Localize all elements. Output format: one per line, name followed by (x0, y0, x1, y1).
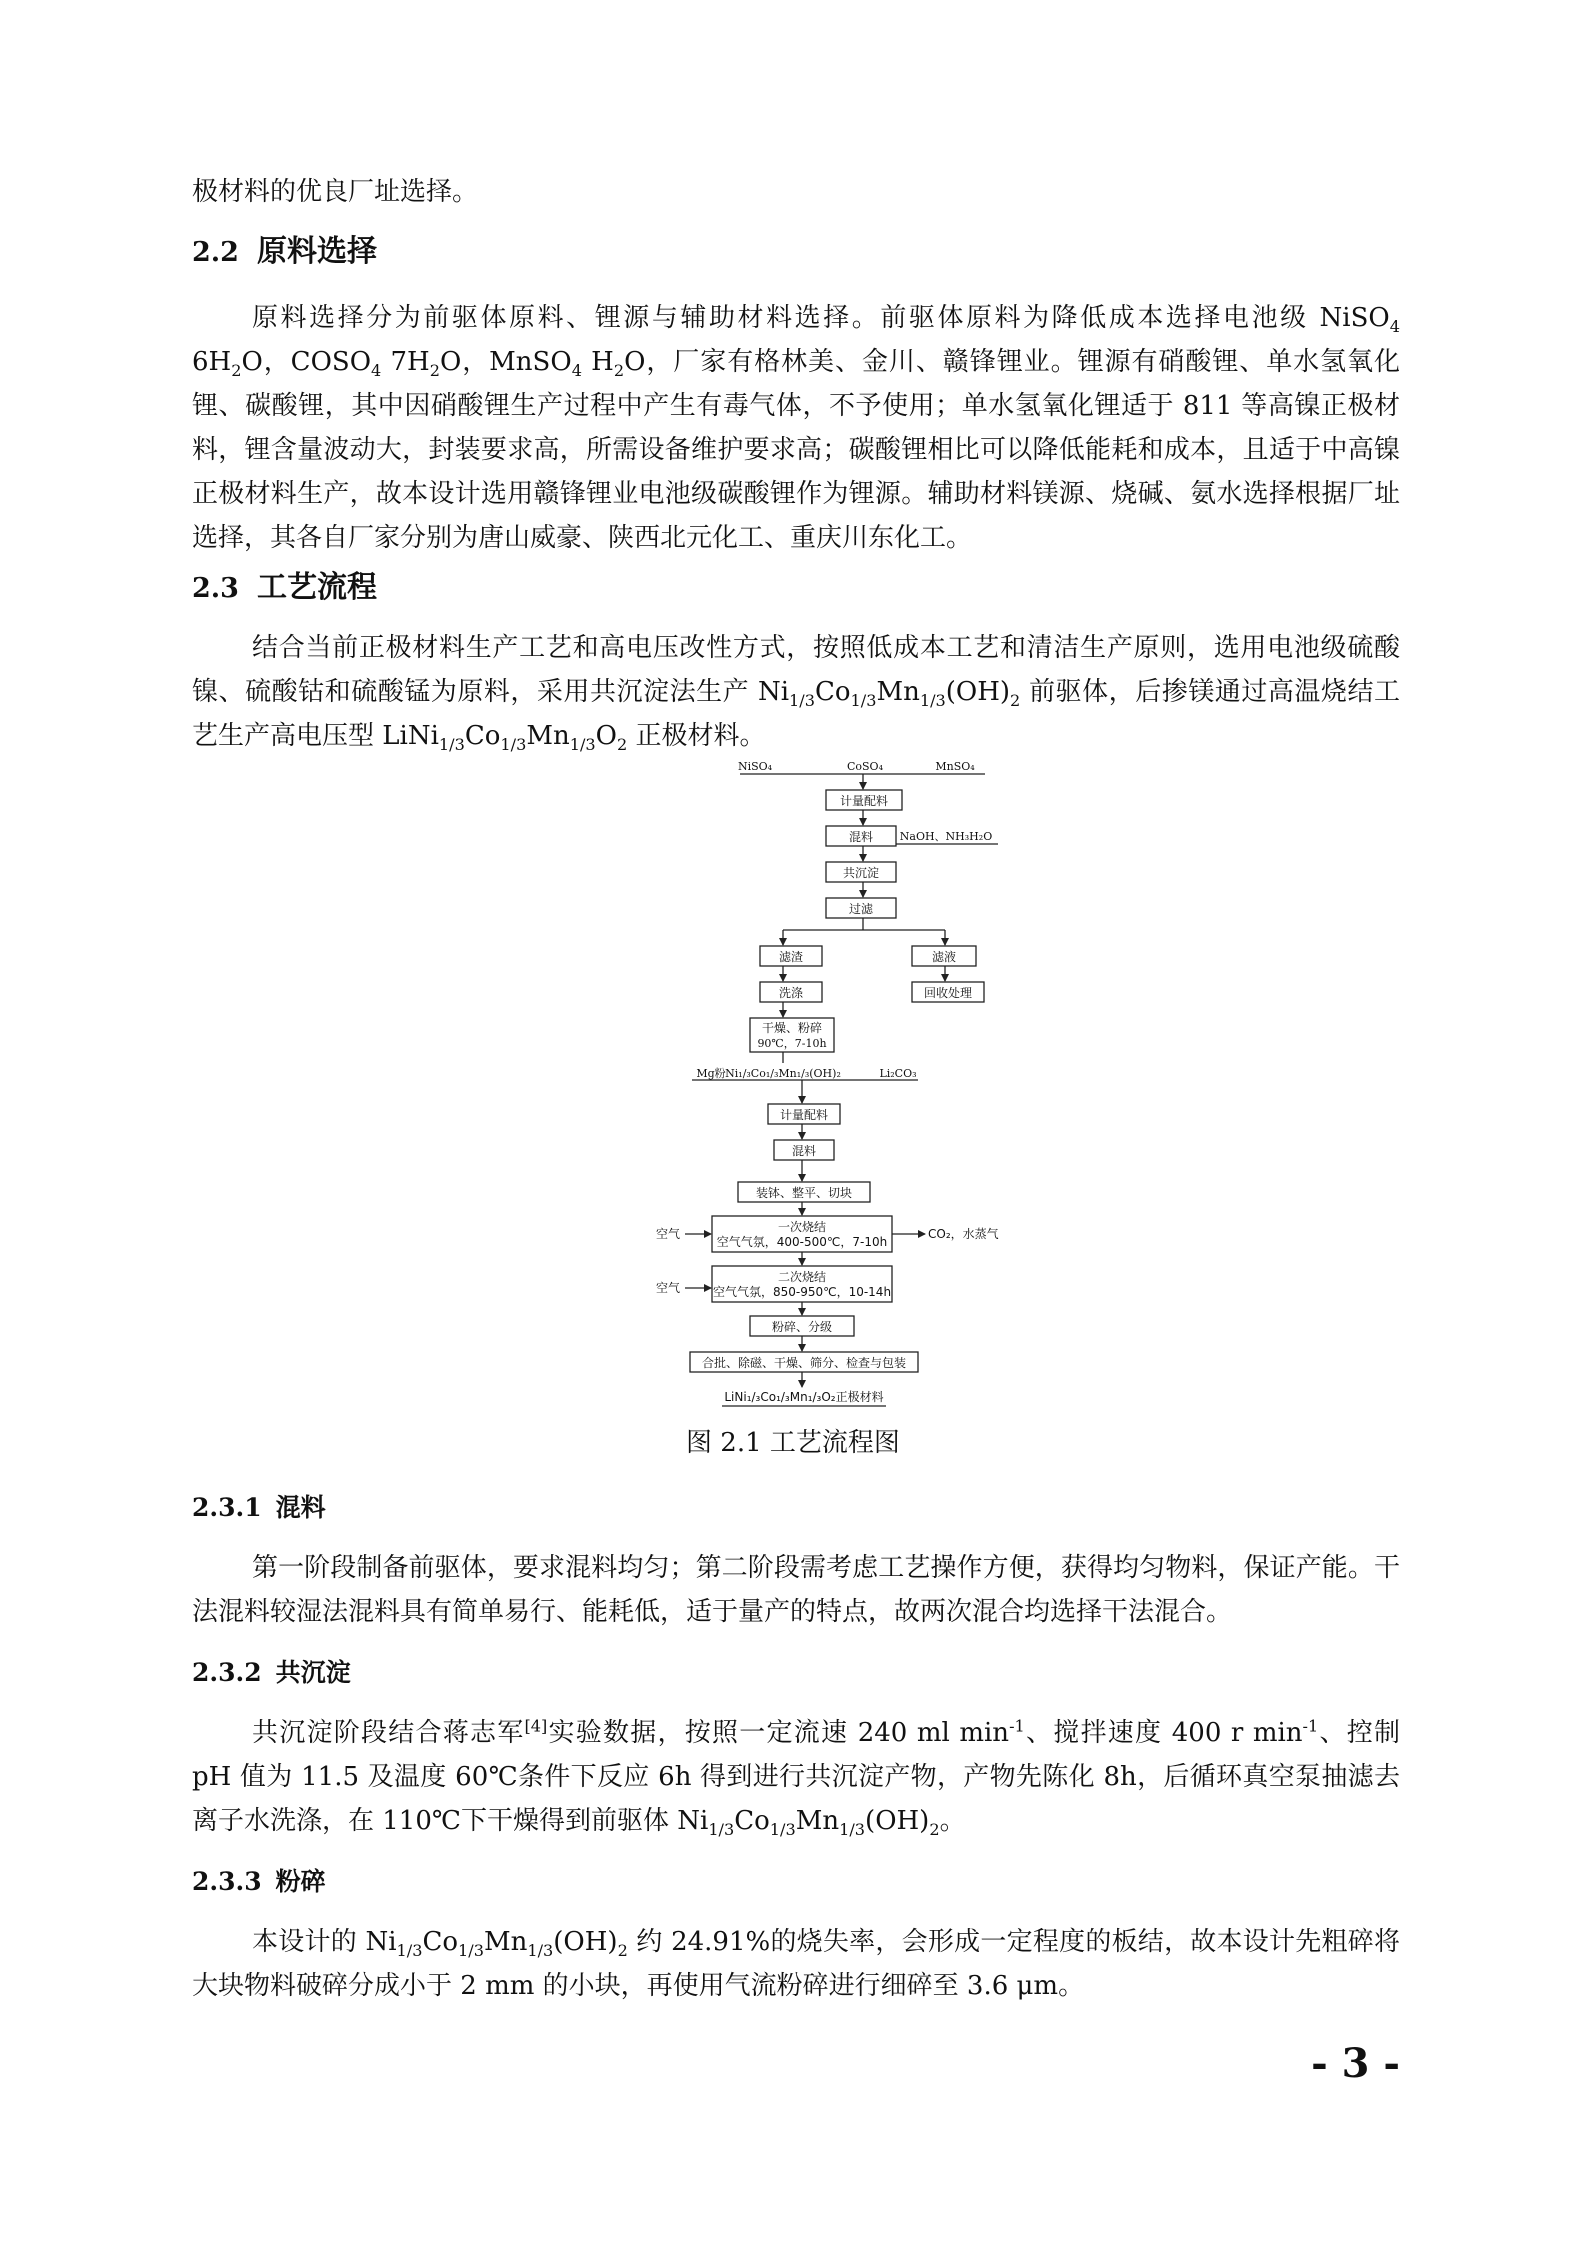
svg-text:共沉淀: 共沉淀 (842, 866, 880, 880)
section-number: 2.3.3 (192, 1867, 262, 1896)
figure-caption: 图 2.1 工艺流程图 (686, 1428, 900, 1458)
section-title: 共沉淀 (275, 1658, 351, 1687)
section-title: 原料选择 (256, 234, 377, 269)
section-2-3-1-heading (192, 1490, 326, 1526)
svg-text:90℃，7-10h: 90℃，7-10h (757, 1037, 827, 1050)
section-title: 工艺流程 (256, 570, 377, 605)
section-title: 粉碎 (275, 1867, 326, 1896)
input-coso4: CoSO₄ (846, 760, 884, 773)
svg-text:回收处理: 回收处理 (923, 986, 973, 1000)
paragraph-mixing: 第一阶段制备前驱体，要求混料均匀；第二阶段需考虑工艺操作方便，获得均匀物料，保证产能。干法混料较湿法混料具有简单易行、能耗低，适于量产的特点，故两次混合均选择干法混合。 (192, 1553, 1400, 1627)
top-line: 极材料的优良厂址选择。 (192, 177, 479, 207)
gas-out: CO₂，水蒸气 (928, 1227, 999, 1241)
paragraph-raw-materials: 原料选择分为前驱体原料、锂源与辅助材料选择。前驱体原料为降低成本选择电池级 NiSO$_4$ $6H_2O$，$COSO_4$ $7H_2O$，MnSO$_4$ $H_2O$，厂家有格林美、金川、赣锋锂业。锂源有硝酸锂、单水氢氧化锂、碳酸锂，其中因硝酸锂生产过程中产生有毒气体，不予使用；单水氢氧化锂适于 811 等高镍正极材料，锂含量波动大，封装要求高，所需设备维护要求高；碳酸锂相比可以降低能耗和成本，且适于中高镍正极材料生产，故本设计选用赣锋锂业电池级碳酸锂作为锂源。辅助材料镁源、烧碱、氨水选择根据厂址选择，其各自厂家分别为唐山威豪、陕西北元化工、重庆川东化工。 (192, 303, 1400, 553)
section-number: 2.2 (192, 237, 239, 268)
svg-text:计量配料: 计量配料 (779, 1108, 829, 1122)
section-title: 混料 (275, 1493, 326, 1522)
air-in-2: 空气 (655, 1281, 681, 1295)
svg-text:计量配料: 计量配料 (839, 794, 889, 808)
air-in-1: 空气 (655, 1227, 681, 1241)
svg-text:滤渣: 滤渣 (778, 950, 804, 964)
reagents-label: NaOH、NH₃H₂O (899, 830, 993, 843)
svg-text:合批、除磁、干燥、筛分、检查与包装: 合批、除磁、干燥、筛分、检查与包装 (701, 1356, 907, 1370)
svg-text:过滤: 过滤 (848, 902, 874, 916)
input-mg: Mg粉 (696, 1067, 726, 1080)
product-label: LiNi₁/₃Co₁/₃Mn₁/₃O₂正极材料 (724, 1390, 884, 1404)
section-2-3-2-heading (192, 1655, 351, 1691)
svg-text:装钵、整平、切块: 装钵、整平、切块 (755, 1186, 853, 1200)
svg-text:粉碎、分级: 粉碎、分级 (771, 1320, 833, 1334)
section-number: 2.3.1 (192, 1493, 262, 1522)
input-li2co3: Li₂CO₃ (879, 1067, 917, 1080)
section-2-3-3-heading (192, 1864, 326, 1900)
svg-text:一次烧结: 一次烧结 (777, 1220, 827, 1234)
svg-text:滤液: 滤液 (931, 950, 957, 964)
input-mnso4: MnSO₄ (935, 760, 975, 773)
paragraph-process: 结合当前正极材料生产工艺和高电压改性方式，按照低成本工艺和清洁生产原则，选用电池级硫酸镍、硫酸钴和硫酸锰为原料，采用共沉淀法生产 $Ni_{1/3}Co_{1/3}Mn_{1/3}(OH)_2$ 前驱体，后掺镁通过高温烧结工艺生产高电压型 $LiNi_{1/3}Co_{1/3}Mn_{1/3}O_2$ 正极材料。 (192, 633, 1400, 755)
svg-text:混料: 混料 (848, 830, 874, 844)
paragraph-coprecipitation: 共沉淀阶段结合蒋志军[4]实验数据，按照一定流速 240 ml $\min^{-1}$、搅拌速度 400 r $\min^{-1}$、控制 pH 值为 11.5 及温度 60℃条件下反应 6h 得到进行共沉淀产物，产物先陈化 8h，后循环真空泵抽滤去离子水洗涤，在 110℃下干燥得到前驱体 $Ni_{1/3}Co_{1/3}Mn_{1/3}(OH)_2$。 (192, 1716, 1400, 1840)
section-number: 2.3.2 (192, 1658, 262, 1687)
svg-text:空气气氛，850-950℃，10-14h: 空气气氛，850-950℃，10-14h (712, 1285, 892, 1299)
svg-text:空气气氛，400-500℃，7-10h: 空气气氛，400-500℃，7-10h (716, 1235, 888, 1249)
input-niso4: NiSO₄ (737, 760, 773, 773)
svg-text:混料: 混料 (791, 1144, 817, 1158)
input-precursor: Ni₁/₃Co₁/₃Mn₁/₃(OH)₂ (725, 1067, 841, 1080)
section-number: 2.3 (192, 573, 239, 604)
svg-text:干燥、粉碎: 干燥、粉碎 (761, 1021, 823, 1035)
paragraph-crushing: 本设计的 $Ni_{1/3}Co_{1/3}Mn_{1/3}(OH)_2$ 约 24.91%的烧失率，会形成一定程度的板结，故本设计先粗碎将大块物料破碎分成小于 2 mm 的小块，再使用气流粉碎进行细碎至 3.6 μm。 (192, 1927, 1400, 2001)
citation-ref: [4] (524, 1716, 548, 1736)
page-number: - 3 - (1311, 2040, 1400, 2087)
svg-text:洗涤: 洗涤 (778, 986, 804, 1000)
svg-text:二次烧结: 二次烧结 (777, 1270, 827, 1284)
